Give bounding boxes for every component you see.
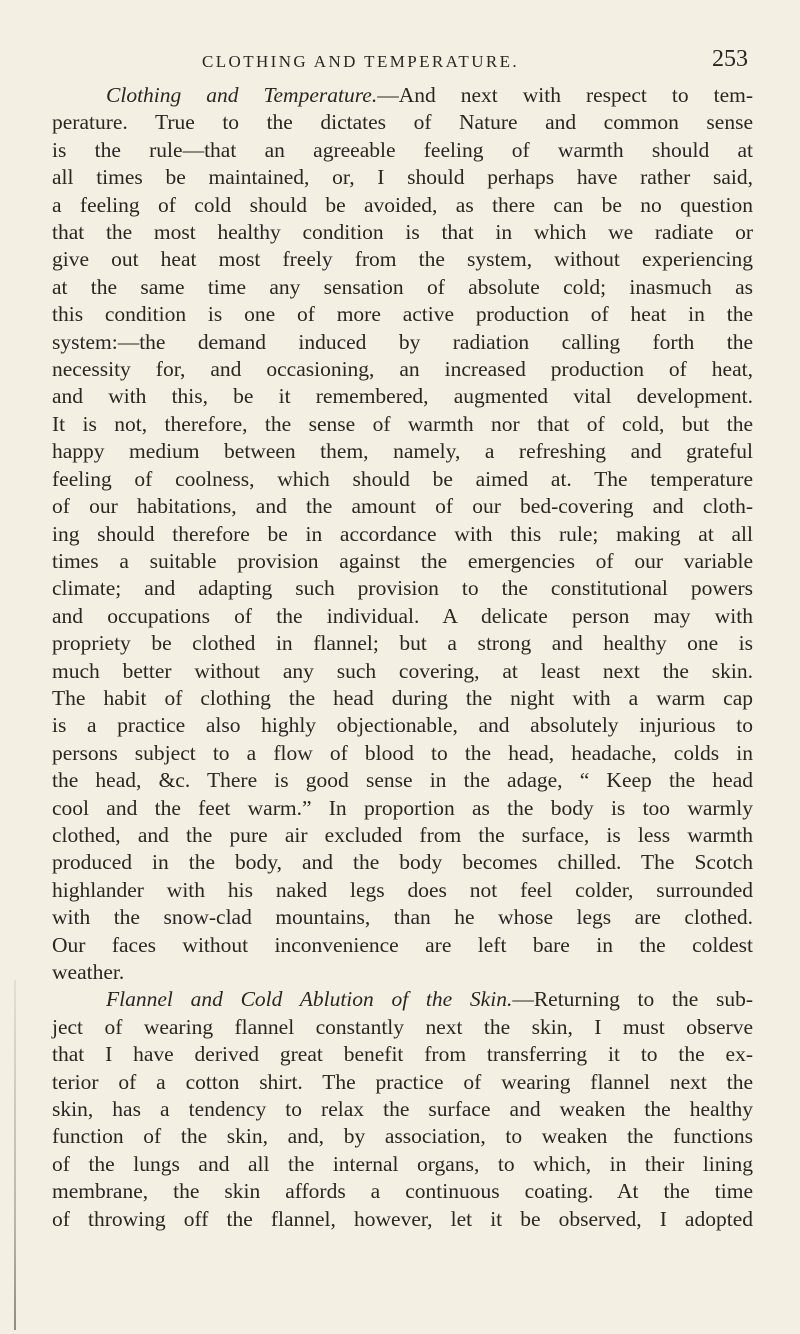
text-line: weather. [52, 960, 125, 984]
section-title: Flannel and Cold Ablution of the Skin. [106, 987, 513, 1012]
text-line: persons subject to a flow of blood to the head, headache, colds in [52, 740, 753, 765]
text-line: —And next with respect to tem- [377, 83, 753, 107]
text-line: and with this, be it remembered, augmented vital development. [52, 384, 753, 409]
body-text [52, 82, 753, 1233]
text-line: perature. True to the dictates of Nature and common sense [52, 110, 753, 135]
text-line: terior of a cotton shirt. The practice of wearing flannel next the [52, 1069, 753, 1094]
text-line: system:—the demand induced by radiation calling forth the [52, 329, 753, 354]
text-line: skin, has a tendency to relax the surface and weaken the healthy [52, 1097, 753, 1122]
text-line: with the snow-clad mountains, than he whose legs are clothed. [52, 905, 753, 930]
paragraph-first-line [52, 986, 753, 1013]
text-line: is a practice also highly objectionable, and absolutely injurious to [52, 713, 753, 738]
text-line: highlander with his naked legs does not feel colder, surrounded [52, 877, 753, 902]
text-line: The habit of clothing the head during the night with a warm cap [52, 685, 753, 710]
text-line: produced in the body, and the body becomes chilled. The Scotch [52, 850, 753, 875]
paragraph-flannel-and-cold-ablution [52, 986, 753, 1233]
text-line: of the lungs and all the internal organs, to which, in their lining [52, 1151, 753, 1176]
text-line: much better without any such covering, at least next the skin. [52, 658, 753, 683]
text-line: —Returning to the sub- [512, 987, 754, 1012]
text-line: a feeling of cold should be avoided, as there can be no question [52, 192, 753, 217]
text-line: times a suitable provision against the emergencies of our variable [52, 548, 753, 573]
paragraph-first-line [52, 82, 753, 109]
text-line: give out heat most freely from the system, without experiencing [52, 247, 753, 272]
page-edge-shadow [14, 980, 16, 1330]
text-line: that I have derived great benefit from transferring it to the ex- [52, 1042, 753, 1067]
text-line: It is not, therefore, the sense of warmth nor that of cold, but the [52, 411, 753, 436]
text-line: Our faces without inconvenience are left bare in the coldest [52, 932, 753, 957]
text-line: climate; and adapting such provision to the constitutional powers [52, 576, 753, 601]
text-line: ing should therefore be in accordance with this rule; making at all [52, 521, 753, 546]
text-line: feeling of coolness, which should be aimed at. The temperature [52, 466, 753, 491]
paragraph-clothing-and-temperature [52, 82, 753, 986]
text-line: is the rule—that an agreeable feeling of warmth should at [52, 137, 753, 162]
text-line: function of the skin, and, by association, to weaken the functions [52, 1124, 753, 1149]
text-line: of our habitations, and the amount of our bed-covering and cloth- [52, 494, 753, 519]
text-line: all times be maintained, or, I should perhaps have rather said, [52, 165, 753, 190]
text-line: cool and the feet warm.” In proportion as the body is too warmly [52, 795, 753, 820]
text-line: clothed, and the pure air excluded from the surface, is less warmth [52, 822, 753, 847]
text-line: the head, &c. There is good sense in the adage, “ Keep the head [52, 768, 753, 793]
section-title: Clothing and Temperature. [106, 83, 378, 107]
text-line: ject of wearing flannel constantly next the skin, I must observe [52, 1014, 753, 1039]
text-line: at the same time any sensation of absolute cold; inasmuch as [52, 274, 753, 299]
text-line: of throwing off the flannel, however, let it be observed, I adopted [52, 1206, 753, 1231]
text-line: happy medium between them, namely, a refreshing and grateful [52, 439, 753, 464]
page-number: 253 [712, 46, 748, 72]
text-line: membrane, the skin affords a continuous coating. At the time [52, 1179, 753, 1204]
text-line: and occupations of the individual. A delicate person may with [52, 603, 753, 628]
text-line: necessity for, and occasioning, an increased production of heat, [52, 357, 753, 382]
text-line: that the most healthy condition is that in which we radiate or [52, 220, 753, 245]
text-line: this condition is one of more active production of heat in the [52, 302, 753, 327]
running-head: CLOTHING AND TEMPERATURE. [202, 52, 520, 71]
text-line: propriety be clothed in flannel; but a strong and healthy one is [52, 631, 753, 656]
